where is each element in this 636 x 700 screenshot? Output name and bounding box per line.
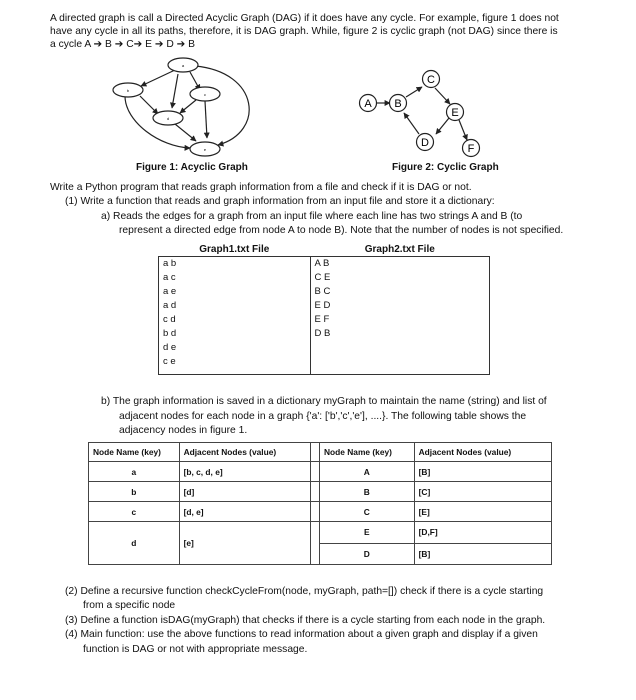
- adj-header-key-left: Node Name (key): [89, 443, 180, 462]
- fig2-label-B: B: [394, 98, 402, 110]
- adj-right-key: C: [319, 502, 414, 522]
- task-item-1a-line-2: represent a directed edge from node A to node B). Note that the number of nodes is not specified.: [119, 225, 564, 236]
- figure-1-graph: [113, 58, 249, 156]
- graph2-edge: B C: [314, 286, 331, 297]
- graph2-edge: E F: [314, 314, 330, 325]
- graph2-edge: D B: [314, 328, 331, 339]
- fig1-label-b: b: [126, 88, 130, 93]
- adjacency-table: [88, 442, 552, 565]
- task-item-3: (3) Define a function isDAG(myGraph) that checks if there is a cycle starting from each node in the graph.: [65, 615, 546, 626]
- adj-right-key: E: [319, 522, 414, 544]
- graph1-edge: a c: [163, 272, 176, 283]
- intro-line-3: a cycle A ➔ B ➔ C➔ E ➔ D ➔ B: [50, 39, 196, 50]
- figure-2-graph: [360, 71, 480, 157]
- graph1-edge: c e: [163, 356, 176, 367]
- figure-1-caption: Figure 1: Acyclic Graph: [136, 162, 248, 173]
- graph1-edge: a e: [163, 286, 177, 297]
- graph2-file-cell: [310, 257, 489, 375]
- adj-right-value: [B]: [414, 462, 551, 482]
- graph1-file-header: Graph1.txt File: [199, 243, 270, 255]
- adj-right-key: D: [319, 543, 414, 565]
- fig1-label-a: a: [181, 63, 185, 68]
- adj-right-value: [C]: [414, 482, 551, 502]
- adj-header-key-right: Node Name (key): [319, 443, 414, 462]
- intro-line-2: have any cycle in all its paths, therefore, it is DAG graph. While, figure 2 is cyclic graph (not DAG) since there is: [50, 26, 558, 37]
- figure-2-caption: Figure 2: Cyclic Graph: [392, 162, 499, 173]
- fig1-label-c: c: [204, 92, 206, 97]
- task-item-1b-line-2: adjacent nodes for each node in a graph {'a': ['b','c','e'], ....}. The following table shows the: [119, 411, 527, 422]
- fig2-label-C: C: [427, 74, 435, 86]
- graph2-edge: E D: [314, 300, 331, 311]
- adj-left-key: d: [89, 522, 180, 565]
- adj-left-value: [d, e]: [179, 502, 310, 522]
- adj-left-key: b: [89, 482, 180, 502]
- graph1-edge: d e: [163, 342, 177, 353]
- fig2-label-D: D: [421, 137, 429, 149]
- adj-left-value: [e]: [179, 522, 310, 565]
- fig1-label-d: d: [166, 116, 170, 121]
- adj-right-key: B: [319, 482, 414, 502]
- graph1-edge: b d: [163, 328, 177, 339]
- task-item-1b-line-3: adjacency nodes in figure 1.: [119, 425, 248, 436]
- adj-left-value: [b, c, d, e]: [179, 462, 310, 482]
- adj-left-key: c: [89, 502, 180, 522]
- task-item-1b-line-1: b) The graph information is saved in a dictionary myGraph to maintain the name (string) and list of: [101, 396, 547, 407]
- adj-right-value: [D,F]: [414, 522, 551, 544]
- graph1-edge: c d: [163, 314, 176, 325]
- fig2-label-A: A: [364, 98, 372, 110]
- adj-header-value-left: Adjacent Nodes (value): [179, 443, 310, 462]
- fig2-label-F: F: [467, 143, 475, 155]
- task-item-1: (1) Write a function that reads and graph information from an input file and store it a dictionary:: [65, 196, 495, 207]
- task-item-2-line-2: from a specific node: [83, 600, 176, 611]
- figures-svg: [0, 52, 636, 162]
- adj-right-key: A: [319, 462, 414, 482]
- task-item-4-line-1: (4) Main function: use the above functions to read information about a given graph and display if a given: [65, 629, 538, 640]
- task-item-4-line-2: function is DAG or not with appropriate message.: [83, 644, 308, 655]
- graph1-file-cell: [159, 257, 311, 375]
- task-intro: Write a Python program that reads graph information from a file and check if it is DAG or not.: [50, 182, 472, 193]
- graph2-edge: A B: [314, 258, 330, 269]
- fig2-label-E: E: [451, 107, 459, 119]
- adj-left-key: a: [89, 462, 180, 482]
- graph2-file-header: Graph2.txt File: [364, 243, 435, 255]
- task-item-2-line-1: (2) Define a recursive function checkCycleFrom(node, myGraph, path=[]) check if there is a cycle starting: [65, 586, 544, 597]
- adj-right-value: [E]: [414, 502, 551, 522]
- intro-line-1: A directed graph is call a Directed Acyclic Graph (DAG) if it does have any cycle. For example, figure 1 does not: [50, 13, 559, 24]
- adj-right-value: [B]: [414, 543, 551, 565]
- fig1-label-e: e: [203, 147, 207, 152]
- graph2-edge: C E: [314, 272, 331, 283]
- graph-files-table: [158, 242, 490, 375]
- adj-left-value: [d]: [179, 482, 310, 502]
- adj-header-value-right: Adjacent Nodes (value): [414, 443, 551, 462]
- task-item-1a-line-1: a) Reads the edges for a graph from an input file where each line has two strings A and B (to: [101, 211, 523, 222]
- graph1-edge: a b: [163, 258, 177, 269]
- graph1-edge: a d: [163, 300, 177, 311]
